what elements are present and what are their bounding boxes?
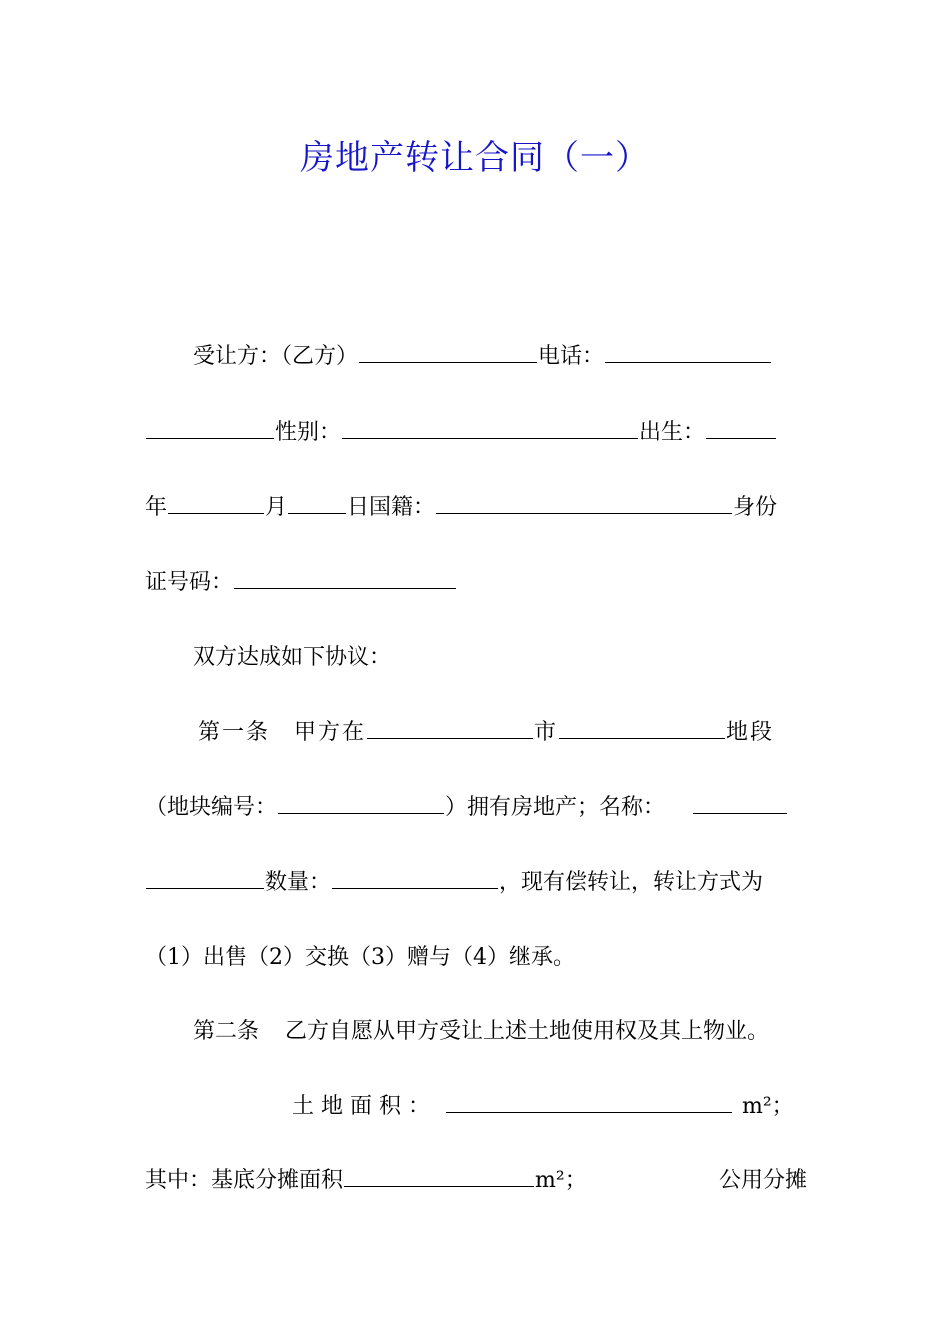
plot-number-line — [145, 793, 807, 823]
id-label-start: 身份 — [733, 495, 778, 520]
quantity-line — [145, 868, 807, 898]
base-area-label: 其中：基底分摊面积 — [145, 1168, 344, 1193]
base-area-unit: m²； — [535, 1168, 587, 1193]
birth-year-field[interactable] — [706, 418, 776, 439]
birth-month-field[interactable] — [168, 493, 264, 514]
gender-label: 性别： — [275, 420, 342, 445]
base-area-line — [145, 1166, 807, 1196]
year-label: 年 — [145, 495, 168, 520]
phone-field[interactable] — [605, 342, 771, 363]
id-number-line — [145, 568, 807, 598]
land-area-label: 土 地 面 积 ： — [292, 1094, 430, 1119]
transfer-method-text: ，现有偿转让，转让方式为 — [499, 870, 764, 895]
agreement-intro — [193, 643, 807, 673]
id-number-label: 证号码： — [145, 570, 234, 595]
agreement-intro-text: 双方达成如下协议： — [193, 645, 392, 670]
property-name-field[interactable] — [693, 793, 787, 814]
city-label: 市 — [534, 720, 559, 745]
nationality-label: 日国籍： — [347, 495, 436, 520]
transfer-options-text: （1）出售（2）交换（3）赠与（4）继承。 — [145, 945, 575, 970]
party-b-label: 受让方：（乙方） — [193, 344, 359, 369]
article-two-text: 乙方自愿从甲方受让上述土地使用权及其上物业。 — [285, 1019, 770, 1044]
plot-number-label: （地块编号： — [145, 795, 278, 820]
plot-number-field[interactable] — [278, 793, 444, 814]
quantity-label: 数量： — [265, 870, 332, 895]
article-one-heading: 第一条 — [198, 720, 271, 745]
date-nationality-line — [145, 493, 807, 523]
id-number-field[interactable] — [234, 568, 456, 589]
city-field[interactable] — [367, 718, 533, 739]
shared-area-label: 公用分摊 — [718, 1168, 807, 1193]
birth-label: 出生： — [639, 420, 706, 445]
district-field[interactable] — [559, 718, 725, 739]
article-two-heading: 第二条 — [193, 1019, 260, 1044]
nationality-field[interactable] — [436, 493, 732, 514]
property-name-label: ）拥有房地产；名称： — [445, 795, 666, 820]
base-area-field[interactable] — [344, 1166, 534, 1187]
month-label: 月 — [265, 495, 288, 520]
article-one-line — [198, 718, 807, 748]
party-a-in-label: 甲方在 — [294, 720, 367, 745]
transfer-options-line — [145, 943, 807, 973]
phone-label: 电话： — [538, 344, 605, 369]
land-area-line — [292, 1092, 807, 1122]
party-b-line — [193, 342, 807, 372]
land-area-field[interactable] — [446, 1092, 732, 1113]
district-label: 地段 — [726, 720, 775, 745]
document-title: 房地产转让合同（一） — [300, 138, 650, 178]
gender-birth-line — [145, 418, 807, 448]
land-area-unit: m²； — [741, 1094, 794, 1119]
birth-day-field[interactable] — [288, 493, 346, 514]
article-two-line — [193, 1017, 823, 1047]
name-continuation-field[interactable] — [146, 418, 274, 439]
party-b-name-field[interactable] — [359, 342, 537, 363]
gender-field[interactable] — [342, 418, 638, 439]
quantity-field[interactable] — [332, 868, 498, 889]
property-name-continuation-field[interactable] — [146, 868, 264, 889]
